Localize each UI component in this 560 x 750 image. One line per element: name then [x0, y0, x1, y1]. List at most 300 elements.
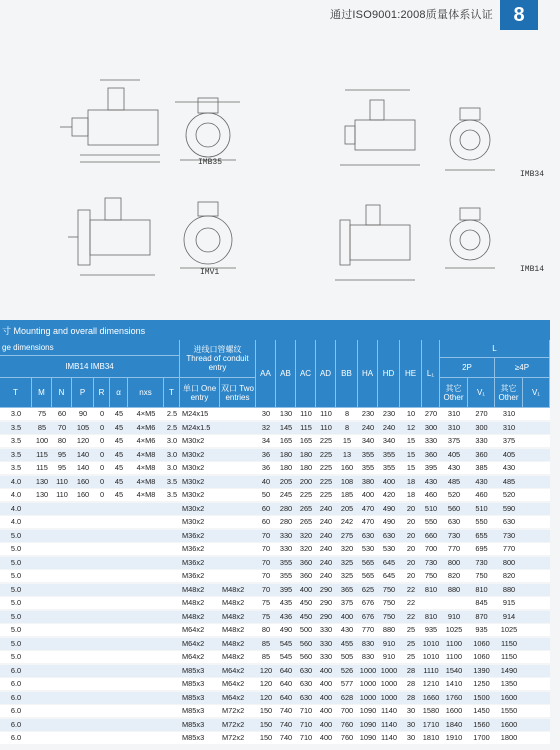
- table-cell: M24x1.5: [182, 422, 211, 432]
- table-cell: 530: [361, 544, 375, 553]
- table-cell: 240: [382, 422, 396, 432]
- table-cell: 455: [340, 638, 354, 648]
- table-cell: 750: [382, 598, 396, 607]
- table-cell: 20: [406, 530, 416, 540]
- table-cell: 914: [502, 611, 516, 621]
- table-cell: 4.0: [10, 503, 22, 513]
- table-cell: M72x2: [222, 719, 245, 729]
- table-cell: 150: [259, 719, 273, 729]
- table-cell: 1090: [359, 719, 377, 729]
- col-two-entries: 双口 Two entries: [220, 378, 256, 408]
- table-cell: [52, 584, 72, 596]
- table-cell: [94, 624, 110, 636]
- drawing-label-imb35: IMB35: [198, 158, 223, 167]
- table-cell: [164, 719, 180, 731]
- table-cell: 36: [261, 463, 271, 472]
- table-cell: 830: [361, 652, 375, 661]
- table-cell: 120: [259, 692, 273, 702]
- table-cell: 85: [261, 652, 271, 661]
- table-cell: [94, 557, 110, 569]
- table-cell: 0: [99, 476, 105, 486]
- table-cell: [94, 570, 110, 582]
- table-cell: 400: [319, 679, 333, 688]
- table-cell: [110, 557, 128, 569]
- table-cell: [72, 584, 94, 596]
- table-cell: 34: [261, 436, 271, 445]
- table-row: [0, 570, 550, 582]
- table-cell: [220, 462, 258, 474]
- table-cell: 490: [279, 625, 293, 634]
- table-title: 寸 Mounting and overall dimensions: [0, 320, 550, 340]
- table-cell: 6.0: [10, 706, 22, 715]
- table-cell: 355: [279, 557, 293, 567]
- table-row: [0, 651, 550, 663]
- table-cell: [52, 611, 72, 623]
- table-cell: [128, 516, 164, 528]
- table-cell: [32, 503, 52, 515]
- table-cell: [164, 516, 180, 528]
- table-cell: 5.0: [10, 544, 22, 553]
- table-cell: [110, 503, 128, 515]
- table-cell: 95: [57, 463, 67, 472]
- table-row: [0, 476, 550, 488]
- table-cell: [52, 719, 72, 731]
- table-cell: [72, 624, 94, 636]
- table-cell: 800: [502, 557, 516, 567]
- table-cell: [94, 611, 110, 623]
- table-cell: 110: [56, 490, 68, 499]
- drawing-imb35-side: [60, 80, 160, 162]
- col-2p-other: 其它 Other: [440, 378, 468, 408]
- table-cell: 770: [361, 625, 375, 634]
- table-cell: 105: [76, 422, 90, 432]
- table-cell: 325: [340, 557, 354, 567]
- table-cell: 395: [424, 463, 438, 472]
- table-cell: 730: [447, 530, 461, 540]
- table-cell: 577: [340, 679, 354, 688]
- table-cell: 1600: [500, 692, 518, 702]
- table-cell: 380: [361, 476, 375, 486]
- table-cell: 5.0: [10, 530, 22, 540]
- table-cell: 340: [361, 436, 375, 445]
- table-cell: 810: [424, 584, 438, 594]
- table-cell: 330: [424, 436, 438, 445]
- table-cell: 910: [382, 638, 396, 648]
- table-cell: 108: [340, 476, 354, 486]
- table-cell: 120: [259, 665, 273, 675]
- table-cell: 760: [340, 719, 354, 729]
- table-cell: M48x2: [182, 611, 205, 621]
- table-cell: M85x3: [182, 706, 205, 715]
- table-cell: 110: [56, 476, 68, 486]
- table-cell: 4×M8: [136, 476, 156, 486]
- table-cell: [32, 624, 52, 636]
- table-cell: 400: [382, 476, 396, 486]
- table-cell: M48x2: [222, 598, 245, 607]
- table-cell: M30x2: [182, 517, 205, 526]
- table-cell: [94, 543, 110, 555]
- table-cell: [72, 638, 94, 650]
- table-cell: 4×M8: [136, 463, 156, 472]
- table-cell: 710: [299, 733, 313, 742]
- table-cell: 420: [382, 490, 396, 499]
- table-cell: 150: [259, 733, 273, 742]
- table-cell: 140: [76, 463, 90, 472]
- table-cell: 145: [279, 422, 293, 432]
- table-cell: M64x2: [222, 679, 245, 688]
- table-cell: 280: [279, 517, 293, 526]
- table-cell: [32, 543, 52, 555]
- table-cell: [72, 611, 94, 623]
- drawing-imb34-front: [445, 108, 495, 170]
- table-row: [0, 624, 550, 636]
- table-cell: 270: [475, 409, 488, 418]
- drawing-imb14-side: [335, 205, 415, 280]
- table-cell: 400: [319, 706, 333, 715]
- table-cell: 70: [261, 571, 271, 580]
- table-cell: 45: [114, 436, 124, 445]
- table-cell: [110, 624, 128, 636]
- table-cell: 0: [99, 463, 105, 472]
- table-cell: 240: [319, 517, 333, 526]
- table-cell: [220, 422, 258, 434]
- table-cell: 0: [99, 422, 105, 432]
- table-cell: 330: [319, 638, 333, 648]
- table-cell: 60: [261, 517, 271, 526]
- table-cell: M30x2: [182, 503, 205, 513]
- table-cell: [72, 705, 94, 717]
- drawing-imv1-side: [68, 198, 155, 275]
- table-cell: 225: [299, 490, 313, 499]
- table-cell: 130: [35, 476, 49, 486]
- table-cell: 30: [406, 733, 416, 742]
- table-cell: 1025: [445, 625, 463, 634]
- table-cell: 45: [114, 409, 124, 418]
- table-cell: 1150: [501, 652, 517, 661]
- table-cell: 340: [382, 436, 396, 445]
- table-cell: [52, 692, 72, 704]
- table-cell: 640: [279, 679, 293, 688]
- table-cell: 245: [279, 490, 293, 499]
- table-row: [0, 408, 550, 420]
- table-cell: [164, 638, 180, 650]
- col-m: M: [32, 378, 52, 408]
- table-cell: 910: [382, 652, 396, 661]
- table-cell: M72x2: [222, 733, 245, 742]
- table-cell: [220, 557, 258, 569]
- table-cell: 225: [319, 436, 333, 445]
- table-cell: 5.0: [10, 598, 22, 607]
- col-aa: AA: [256, 340, 276, 408]
- table-cell: [52, 732, 72, 744]
- table-cell: [72, 732, 94, 744]
- technical-drawings: [0, 60, 560, 310]
- col-ac: AC: [296, 340, 316, 408]
- table-cell: 770: [447, 544, 461, 553]
- table-cell: 15: [406, 436, 416, 445]
- table-cell: [94, 665, 110, 677]
- table-cell: [220, 516, 258, 528]
- table-cell: [72, 651, 94, 663]
- table-cell: 150: [259, 706, 273, 715]
- table-cell: 470: [361, 517, 375, 526]
- table-cell: [52, 624, 72, 636]
- table-cell: 676: [361, 611, 375, 621]
- 4p-header: ≥4P: [495, 358, 550, 378]
- col-2p-v1: V₁: [468, 378, 495, 408]
- table-cell: [128, 611, 164, 623]
- table-cell: 4.0: [10, 490, 22, 499]
- table-cell: 750: [424, 571, 438, 580]
- table-cell: [110, 597, 128, 609]
- table-cell: 565: [361, 557, 375, 567]
- table-cell: [164, 692, 180, 704]
- table-cell: 880: [382, 625, 396, 634]
- table-cell: 1000: [380, 692, 398, 702]
- table-cell: 10: [406, 409, 416, 418]
- group-label: IMB14 IMB34: [0, 356, 180, 378]
- thread-header: 进线口管螺纹 Thread of conduit entry: [180, 340, 256, 378]
- table-cell: [164, 611, 180, 623]
- table-cell: 4×M8: [136, 449, 156, 459]
- table-cell: [164, 624, 180, 636]
- table-cell: 405: [447, 449, 461, 459]
- table-cell: 1000: [380, 679, 398, 688]
- table-cell: [128, 732, 164, 744]
- table-cell: M64x2: [222, 665, 245, 675]
- table-cell: 1350: [500, 679, 518, 688]
- table-cell: 6.0: [10, 719, 22, 729]
- table-cell: 810: [475, 584, 488, 594]
- table-cell: [110, 638, 128, 650]
- col-hd: HD: [378, 340, 400, 408]
- table-cell: 20: [406, 557, 416, 567]
- table-cell: 12: [406, 422, 416, 432]
- col-l1: L₁: [422, 340, 440, 408]
- table-cell: 820: [447, 571, 461, 580]
- table-cell: 310: [447, 422, 461, 432]
- table-cell: 0: [99, 436, 105, 445]
- table-cell: 22: [406, 584, 416, 594]
- table-cell: 1110: [423, 665, 439, 675]
- table-cell: [32, 705, 52, 717]
- table-cell: [110, 611, 128, 623]
- table-cell: M48x2: [222, 584, 245, 594]
- table-cell: [110, 678, 128, 690]
- table-cell: 400: [340, 611, 354, 621]
- table-cell: 730: [424, 557, 438, 567]
- table-cell: [52, 557, 72, 569]
- table-cell: [32, 638, 52, 650]
- col-4p-v1: V₁: [523, 378, 550, 408]
- table-cell: 1840: [445, 719, 463, 729]
- table-cell: 115: [300, 422, 312, 432]
- table-cell: 280: [279, 503, 293, 513]
- table-cell: 3.0: [166, 436, 178, 445]
- table-cell: 1140: [381, 733, 397, 742]
- col-ab: AB: [276, 340, 296, 408]
- table-cell: 1580: [422, 706, 440, 715]
- table-cell: 240: [319, 544, 333, 553]
- table-cell: [32, 530, 52, 542]
- table-cell: 3.0: [166, 449, 178, 459]
- table-cell: M24x15: [182, 409, 209, 418]
- table-cell: 240: [319, 530, 333, 540]
- table-cell: 28: [406, 665, 416, 675]
- table-cell: 275: [340, 530, 354, 540]
- table-cell: 1700: [473, 733, 490, 742]
- table-cell: [94, 503, 110, 515]
- drawing-label-imb14: IMB14: [520, 265, 545, 274]
- table-cell: [94, 597, 110, 609]
- table-cell: 70: [261, 530, 271, 540]
- table-cell: 365: [340, 584, 354, 594]
- table-cell: 20: [406, 544, 416, 553]
- drawing-imb34-side: [340, 90, 420, 165]
- table-cell: 1000: [359, 679, 377, 688]
- table-cell: 545: [279, 652, 293, 661]
- table-row: [0, 732, 550, 744]
- table-cell: [128, 665, 164, 677]
- table-cell: 560: [447, 503, 461, 513]
- table-cell: M64x2: [182, 625, 205, 634]
- table-cell: 110: [300, 409, 312, 418]
- table-cell: [110, 692, 128, 704]
- table-cell: 140: [76, 449, 90, 459]
- table-cell: 740: [279, 706, 293, 715]
- table-cell: [110, 665, 128, 677]
- table-cell: 1060: [473, 638, 490, 648]
- table-cell: 470: [361, 503, 375, 513]
- table-cell: 330: [475, 436, 488, 445]
- table-cell: [164, 543, 180, 555]
- table-cell: [94, 530, 110, 542]
- table-cell: 330: [319, 625, 333, 634]
- table-cell: 500: [299, 625, 313, 634]
- table-cell: [220, 476, 258, 488]
- table-cell: 450: [299, 611, 313, 621]
- table-cell: [110, 584, 128, 596]
- table-cell: [72, 530, 94, 542]
- table-cell: 645: [382, 557, 396, 567]
- section-label: ge dimensions: [0, 340, 180, 356]
- table-cell: 310: [447, 409, 461, 418]
- table-row: [0, 692, 550, 704]
- table-cell: 25: [406, 652, 416, 661]
- page-number-badge: 8: [500, 0, 538, 30]
- table-cell: 640: [279, 665, 293, 675]
- table-cell: [128, 584, 164, 596]
- table-cell: 490: [382, 517, 396, 526]
- table-cell: 290: [319, 611, 333, 621]
- table-cell: 845: [475, 598, 488, 607]
- col-r: R: [94, 378, 110, 408]
- table-cell: [128, 705, 164, 717]
- col-p: P: [72, 378, 94, 408]
- col-t2: T: [164, 378, 180, 408]
- table-cell: 520: [502, 490, 516, 499]
- table-cell: 110: [320, 409, 332, 418]
- table-cell: 630: [447, 517, 461, 526]
- table-cell: 1540: [445, 665, 463, 675]
- table-row: [0, 449, 550, 461]
- table-cell: [128, 597, 164, 609]
- table-cell: 45: [114, 463, 124, 472]
- table-cell: 0: [99, 409, 105, 418]
- table-cell: 13: [342, 449, 352, 459]
- col-nxs: nxs: [128, 378, 164, 408]
- table-cell: M48x2: [222, 611, 245, 621]
- drawing-imv1-front: [180, 202, 236, 268]
- table-cell: [440, 597, 468, 609]
- table-cell: 75: [261, 598, 271, 607]
- table-row: [0, 638, 550, 650]
- table-cell: 180: [299, 463, 313, 472]
- table-cell: [72, 597, 94, 609]
- table-cell: M36x2: [182, 557, 205, 567]
- table-cell: [94, 651, 110, 663]
- table-cell: 8: [344, 422, 350, 432]
- table-cell: 460: [424, 490, 438, 499]
- table-cell: [32, 584, 52, 596]
- table-cell: 22: [406, 611, 416, 621]
- table-cell: 6.0: [10, 679, 22, 688]
- table-cell: 270: [424, 409, 438, 418]
- table-cell: 526: [340, 665, 354, 675]
- table-cell: 85: [261, 638, 271, 648]
- table-cell: [94, 719, 110, 731]
- table-row: [0, 719, 550, 731]
- table-cell: 2.5: [166, 422, 178, 432]
- table-cell: 5.0: [10, 652, 22, 661]
- table-cell: 630: [502, 517, 516, 526]
- table-cell: 810: [424, 611, 438, 621]
- table-cell: 355: [279, 571, 293, 580]
- table-cell: [94, 516, 110, 528]
- table-cell: [128, 678, 164, 690]
- drawing-label-imb34: IMB34: [520, 170, 545, 179]
- drawing-imb14-front: [445, 208, 495, 268]
- table-cell: 560: [299, 652, 313, 661]
- table-cell: [52, 516, 72, 528]
- table-cell: 505: [340, 652, 354, 661]
- table-cell: 4×M6: [136, 436, 156, 445]
- table-cell: 180: [279, 463, 293, 472]
- table-cell: 630: [299, 692, 313, 702]
- table-cell: 1150: [501, 638, 517, 648]
- table-cell: 28: [406, 692, 416, 702]
- table-cell: 385: [475, 463, 488, 472]
- table-cell: 115: [36, 463, 48, 472]
- table-cell: 225: [319, 463, 333, 472]
- table-row: [0, 611, 550, 623]
- table-cell: 360: [299, 571, 313, 580]
- table-cell: 676: [361, 598, 375, 607]
- table-cell: 1760: [445, 692, 463, 702]
- table-cell: 830: [361, 638, 375, 648]
- table-cell: 6.0: [10, 665, 22, 675]
- table-cell: 880: [447, 584, 461, 594]
- table-cell: M48x2: [222, 652, 245, 661]
- table-cell: 80: [57, 436, 67, 445]
- table-cell: 400: [361, 490, 375, 499]
- table-cell: M85x3: [182, 679, 205, 688]
- table-cell: 230: [361, 409, 375, 418]
- table-cell: 90: [78, 409, 88, 418]
- table-cell: [94, 584, 110, 596]
- table-cell: [72, 543, 94, 555]
- l-header: L: [440, 340, 550, 358]
